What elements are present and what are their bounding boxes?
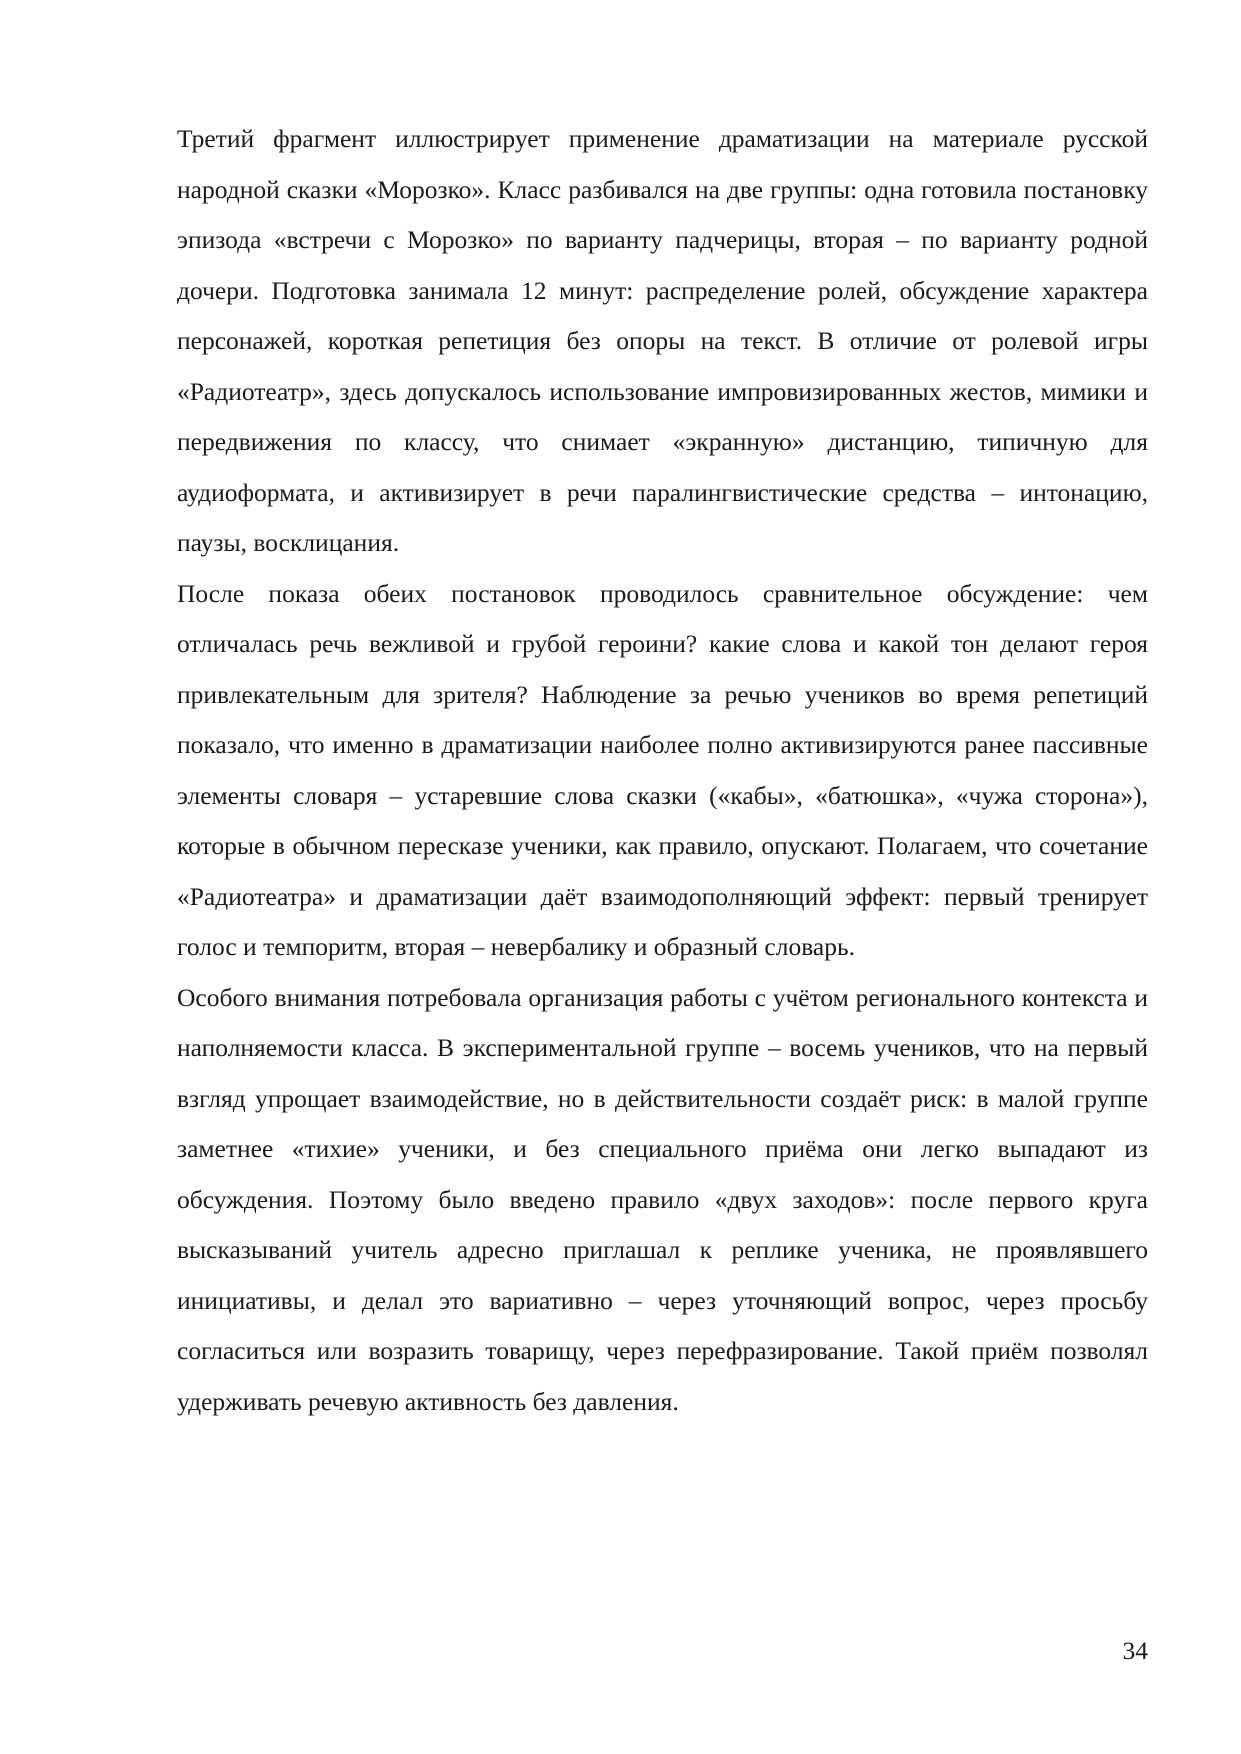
body-text [177,114,1148,1427]
paragraph: Третий фрагмент иллюстрирует применение драматизации на материале русской народной сказки «Морозко». Класс разбивался на две группы: одна готовила постановку эпизода «встречи с Морозко» по варианту падчерицы, вторая – по варианту родной дочери. Подготовка занимала 12 минут: распределение ролей, обсуждение характера персонажей, короткая репетиция без опоры на текст. В отличие от ролевой игры «Радиотеатр», здесь допускалось использование импровизированных жестов, мимики и передвижения по классу, что снимает «экранную» дистанцию, типичную для аудиоформата, и активизирует в речи паралингвистические средства – интонацию, паузы, восклицания. [177,124,1148,557]
paragraph: После показа обеих постановок проводилось сравнительное обсуждение: чем отличалась речь вежливой и грубой героини? какие слова и какой тон делают героя привлекательным для зрителя? Наблюдение за речью учеников во время репетиций показало, что именно в драматизации наиболее полно активизируются ранее пассивные элементы словаря – устаревшие слова сказки («кабы», «батюшка», «чужа сторона»), которые в обычном пересказе ученики, как правило, опускают. Полагаем, что сочетание «Радиотеатра» и драматизации даёт взаимодополняющий эффект: первый тренирует голос и темпоритм, вторая – невербалику и образный словарь. [177,578,1148,961]
page-number: 34 [1122,1636,1148,1665]
paragraph: Особого внимания потребовала организация работы с учётом регионального контекста и наполняемости класса. В экспериментальной группе – восемь учеников, что на первый взгляд упрощает взаимодействие, но в действительности создаёт риск: в малой группе заметнее «тихие» ученики, и без специального приёма они легко выпадают из обсуждения. Поэтому было введено правило «двух заходов»: после первого круга высказываний учитель адресно приглашал к реплике ученика, не проявлявшего инициативы, и делал это вариативно – через уточняющий вопрос, через просьбу согласиться или возразить товарищу, через перефразирование. Такой приём позволял удерживать речевую активность без давления. [177,982,1148,1416]
